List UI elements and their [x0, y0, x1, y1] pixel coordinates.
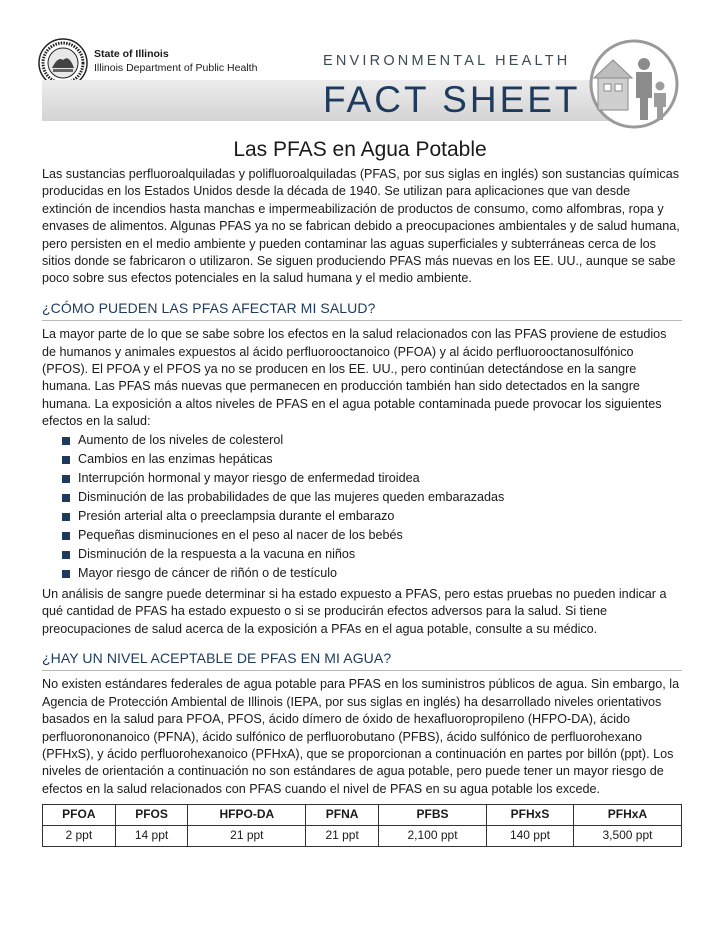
list-item: Mayor riesgo de cáncer de riñón o de testículo	[62, 564, 682, 583]
bullet-square-icon	[62, 513, 70, 521]
table-cell: 140 ppt	[487, 826, 574, 847]
table-row	[43, 826, 682, 847]
page-title: Las PFAS en Agua Potable	[233, 138, 487, 161]
list-item: Interrupción hormonal y mayor riesgo de enfermedad tiroidea	[62, 469, 682, 488]
series-label: ENVIRONMENTAL HEALTH	[323, 53, 571, 69]
list-item: Disminución de las probabilidades de que las mujeres queden embarazadas	[62, 488, 682, 507]
table-cell: 21 ppt	[188, 826, 306, 847]
bullet-square-icon	[62, 456, 70, 464]
bullet-square-icon	[62, 570, 70, 578]
list-item: Pequeñas disminuciones en el peso al nacer de los bebés	[62, 526, 682, 545]
main-content	[42, 166, 682, 847]
agency-name	[94, 47, 257, 75]
section-heading-health: ¿CÓMO PUEDEN LAS PFAS AFECTAR MI SALUD?	[42, 300, 682, 321]
department-name: Illinois Department of Public Health	[94, 62, 258, 74]
state-name: State of Illinois	[94, 48, 169, 60]
list-item: Aumento de los niveles de colesterol	[62, 431, 682, 450]
health-effects-list	[42, 431, 682, 583]
levels-paragraph: No existen estándares federales de agua potable para PFAS en los suministros públicos de agua. Sin embargo, la Agencia de Protección Ambiental de Illinois (IEPA, por sus siglas en inglés) ha desarrollado niveles orientativos basados en la salud para PFOA, PFOS, ácido dímero de óxido de hexafluoropropileno (HFPO-DA), ácido perfluorononanoico (PFNA), ácido sulfónico de perfluorobutano (PFBS), ácido sulfónico de perfluorohexano (PFHxS), y ácido perfluorohexanoico (PFHxA), que se proporcionan a continuación en partes por billón (ppt). Los niveles de orientación a continuación no son estándares de agua potable, pero puede tener un mayor riesgo de efectos en la salud relacionados con PFAS cuando el nivel de PFAS en su agua potable los excede.	[42, 677, 680, 796]
guidance-levels-table	[42, 804, 682, 847]
bullet-square-icon	[62, 475, 70, 483]
health-paragraph: La mayor parte de lo que se sabe sobre los efectos en la salud relacionados con las PFAS proviene de estudios de humanos y animales expuestos al ácido perfluorooctanoico (PFOA) y al ácido perfluorooctanosulfónico (PFOS). El PFOA y el PFOS ya no se producen en los EE. UU., pero continúan detectándose en la sangre humana. Las PFAS más nuevas que permanecen en producción también han sido detectados en la sangre humana. La exposición a altos niveles de PFAS en el agua potable contaminada puede provocar los siguientes efectos en la salud:	[42, 327, 667, 429]
table-cell: 14 ppt	[115, 826, 188, 847]
list-item: Presión arterial alta o preeclampsia durante el embarazo	[62, 507, 682, 526]
section-heading-levels: ¿HAY UN NIVEL ACEPTABLE DE PFAS EN MI AGUA?	[42, 650, 682, 671]
column-header: PFNA	[306, 805, 379, 826]
table-cell: 3,500 ppt	[573, 826, 681, 847]
list-item: Cambios en las enzimas hepáticas	[62, 450, 682, 469]
family-house-icon	[582, 38, 686, 130]
table-cell: 21 ppt	[306, 826, 379, 847]
column-header: PFHxA	[573, 805, 681, 826]
column-header: HFPO-DA	[188, 805, 306, 826]
column-header: PFOA	[43, 805, 116, 826]
bullet-square-icon	[62, 437, 70, 445]
column-header: PFOS	[115, 805, 188, 826]
bullet-square-icon	[62, 532, 70, 540]
list-item: Disminución de la respuesta a la vacuna en niños	[62, 545, 682, 564]
column-header: PFBS	[379, 805, 487, 826]
intro-paragraph: Las sustancias perfluoroalquiladas y polifluoroalquiladas (PFAS, por sus siglas en inglés) son sustancias químicas producidas en los Estados Unidos desde la década de 1940. Se utilizan para aplicaciones que van desde extinción de incendios hasta manchas e impermeabilización de productos de consumo, como alfombras, ropa y envases de alimentos. Algunas PFAS ya no se fabrican debido a preocupaciones ambientales y de salud humana, pero persisten en el medio ambiente y pueden contaminar las aguas superficiales y subterráneas cerca de los sitios donde se fabricaron o utilizaron. Se siguen produciendo PFAS más nuevas en los EE. UU., aunque se sabe poco sobre sus efectos potenciales en la salud humana y el medio ambiente.	[42, 167, 680, 286]
doc-type-title: FACT SHEET	[323, 79, 581, 120]
table-header-row	[43, 805, 682, 826]
table-cell: 2 ppt	[43, 826, 116, 847]
bullet-square-icon	[62, 494, 70, 502]
column-header: PFHxS	[487, 805, 574, 826]
blood-test-paragraph: Un análisis de sangre puede determinar si ha estado expuesto a PFAS, pero estas pruebas no pueden indicar a qué cantidad de PFAS ha estado expuesto o si se producirán efectos adversos para la salud. Si tiene preocupaciones de salud acerca de la exposición a PFAs en el agua potable, consulte a su médico.	[42, 586, 667, 636]
table-cell: 2,100 ppt	[379, 826, 487, 847]
header	[0, 0, 720, 132]
bullet-square-icon	[62, 551, 70, 559]
